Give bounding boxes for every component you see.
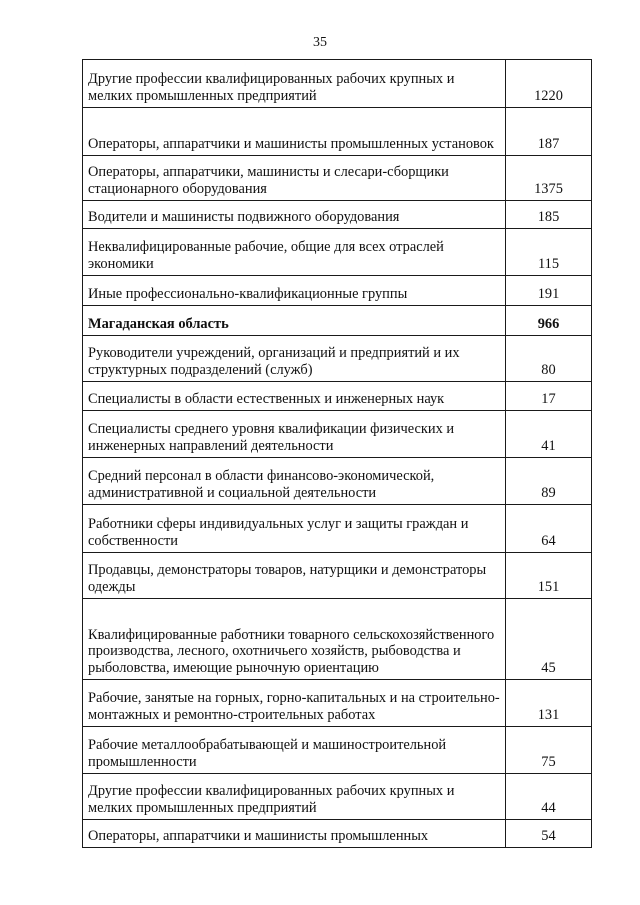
occupation-count: 80 <box>506 336 592 382</box>
occupation-name: Водители и машинисты подвижного оборудования <box>83 201 506 229</box>
occupation-name: Рабочие, занятые на горных, горно-капитальных и на строительно-монтажных и ремонтно-строительных работах <box>83 680 506 727</box>
occupation-name: Другие профессии квалифицированных рабочих крупных и мелких промышленных предприятий <box>83 60 506 108</box>
occupation-count: 185 <box>506 201 592 229</box>
occupation-name: Продавцы, демонстраторы товаров, натурщики и демонстраторы одежды <box>83 553 506 599</box>
occupation-name: Операторы, аппаратчики и машинисты промышленных <box>83 820 506 848</box>
occupation-name: Неквалифицированные рабочие, общие для всех отраслей экономики <box>83 229 506 276</box>
table-row <box>83 276 592 306</box>
occupation-count: 1220 <box>506 60 592 108</box>
occupation-name: Специалисты среднего уровня квалификации физических и инженерных направлений деятельности <box>83 411 506 458</box>
occupation-count: 75 <box>506 727 592 774</box>
occupation-name: Руководители учреждений, организаций и предприятий и их структурных подразделений (служб) <box>83 336 506 382</box>
occupation-count: 45 <box>506 599 592 680</box>
occupation-count: 151 <box>506 553 592 599</box>
table-row <box>83 599 592 680</box>
table-row <box>83 108 592 156</box>
occupation-count: 17 <box>506 382 592 411</box>
occupation-count: 89 <box>506 458 592 505</box>
occupation-name: Специалисты в области естественных и инженерных наук <box>83 382 506 411</box>
occupation-count: 64 <box>506 505 592 553</box>
region-name: Магаданская область <box>83 306 506 336</box>
occupation-count: 115 <box>506 229 592 276</box>
table-row <box>83 553 592 599</box>
table-row <box>83 336 592 382</box>
table-row <box>83 382 592 411</box>
occupation-name: Другие профессии квалифицированных рабочих крупных и мелких промышленных предприятий <box>83 774 506 820</box>
occupation-name: Операторы, аппаратчики и машинисты промышленных установок <box>83 108 506 156</box>
table-row <box>83 156 592 201</box>
occupation-count: 44 <box>506 774 592 820</box>
occupation-name: Операторы, аппаратчики, машинисты и слесари-сборщики стационарного оборудования <box>83 156 506 201</box>
occupation-count: 187 <box>506 108 592 156</box>
occupation-name: Квалифицированные работники товарного сельскохозяйственного производства, лесного, охотничьего хозяйств, рыбоводства и рыболовства, имеющие рыночную ориентацию <box>83 599 506 680</box>
table-row <box>83 229 592 276</box>
occupation-name: Работники сферы индивидуальных услуг и защиты граждан и собственности <box>83 505 506 553</box>
region-row <box>83 306 592 336</box>
table-row <box>83 774 592 820</box>
table-row <box>83 680 592 727</box>
table-row <box>83 458 592 505</box>
table-row <box>83 505 592 553</box>
table-row <box>83 201 592 229</box>
region-total: 966 <box>506 306 592 336</box>
occupation-count: 41 <box>506 411 592 458</box>
table-row <box>83 820 592 848</box>
table-row <box>83 727 592 774</box>
occupation-count: 1375 <box>506 156 592 201</box>
occupation-name: Рабочие металлообрабатывающей и машиностроительной промышленности <box>83 727 506 774</box>
table-row <box>83 60 592 108</box>
table-row <box>83 411 592 458</box>
occupation-count: 54 <box>506 820 592 848</box>
occupation-count: 131 <box>506 680 592 727</box>
occupation-name: Средний персонал в области финансово-экономической, административной и социальной деятельности <box>83 458 506 505</box>
page-number: 35 <box>313 35 327 50</box>
occupation-name: Иные профессионально-квалификационные группы <box>83 276 506 306</box>
occupation-count: 191 <box>506 276 592 306</box>
occupation-table <box>82 59 592 848</box>
